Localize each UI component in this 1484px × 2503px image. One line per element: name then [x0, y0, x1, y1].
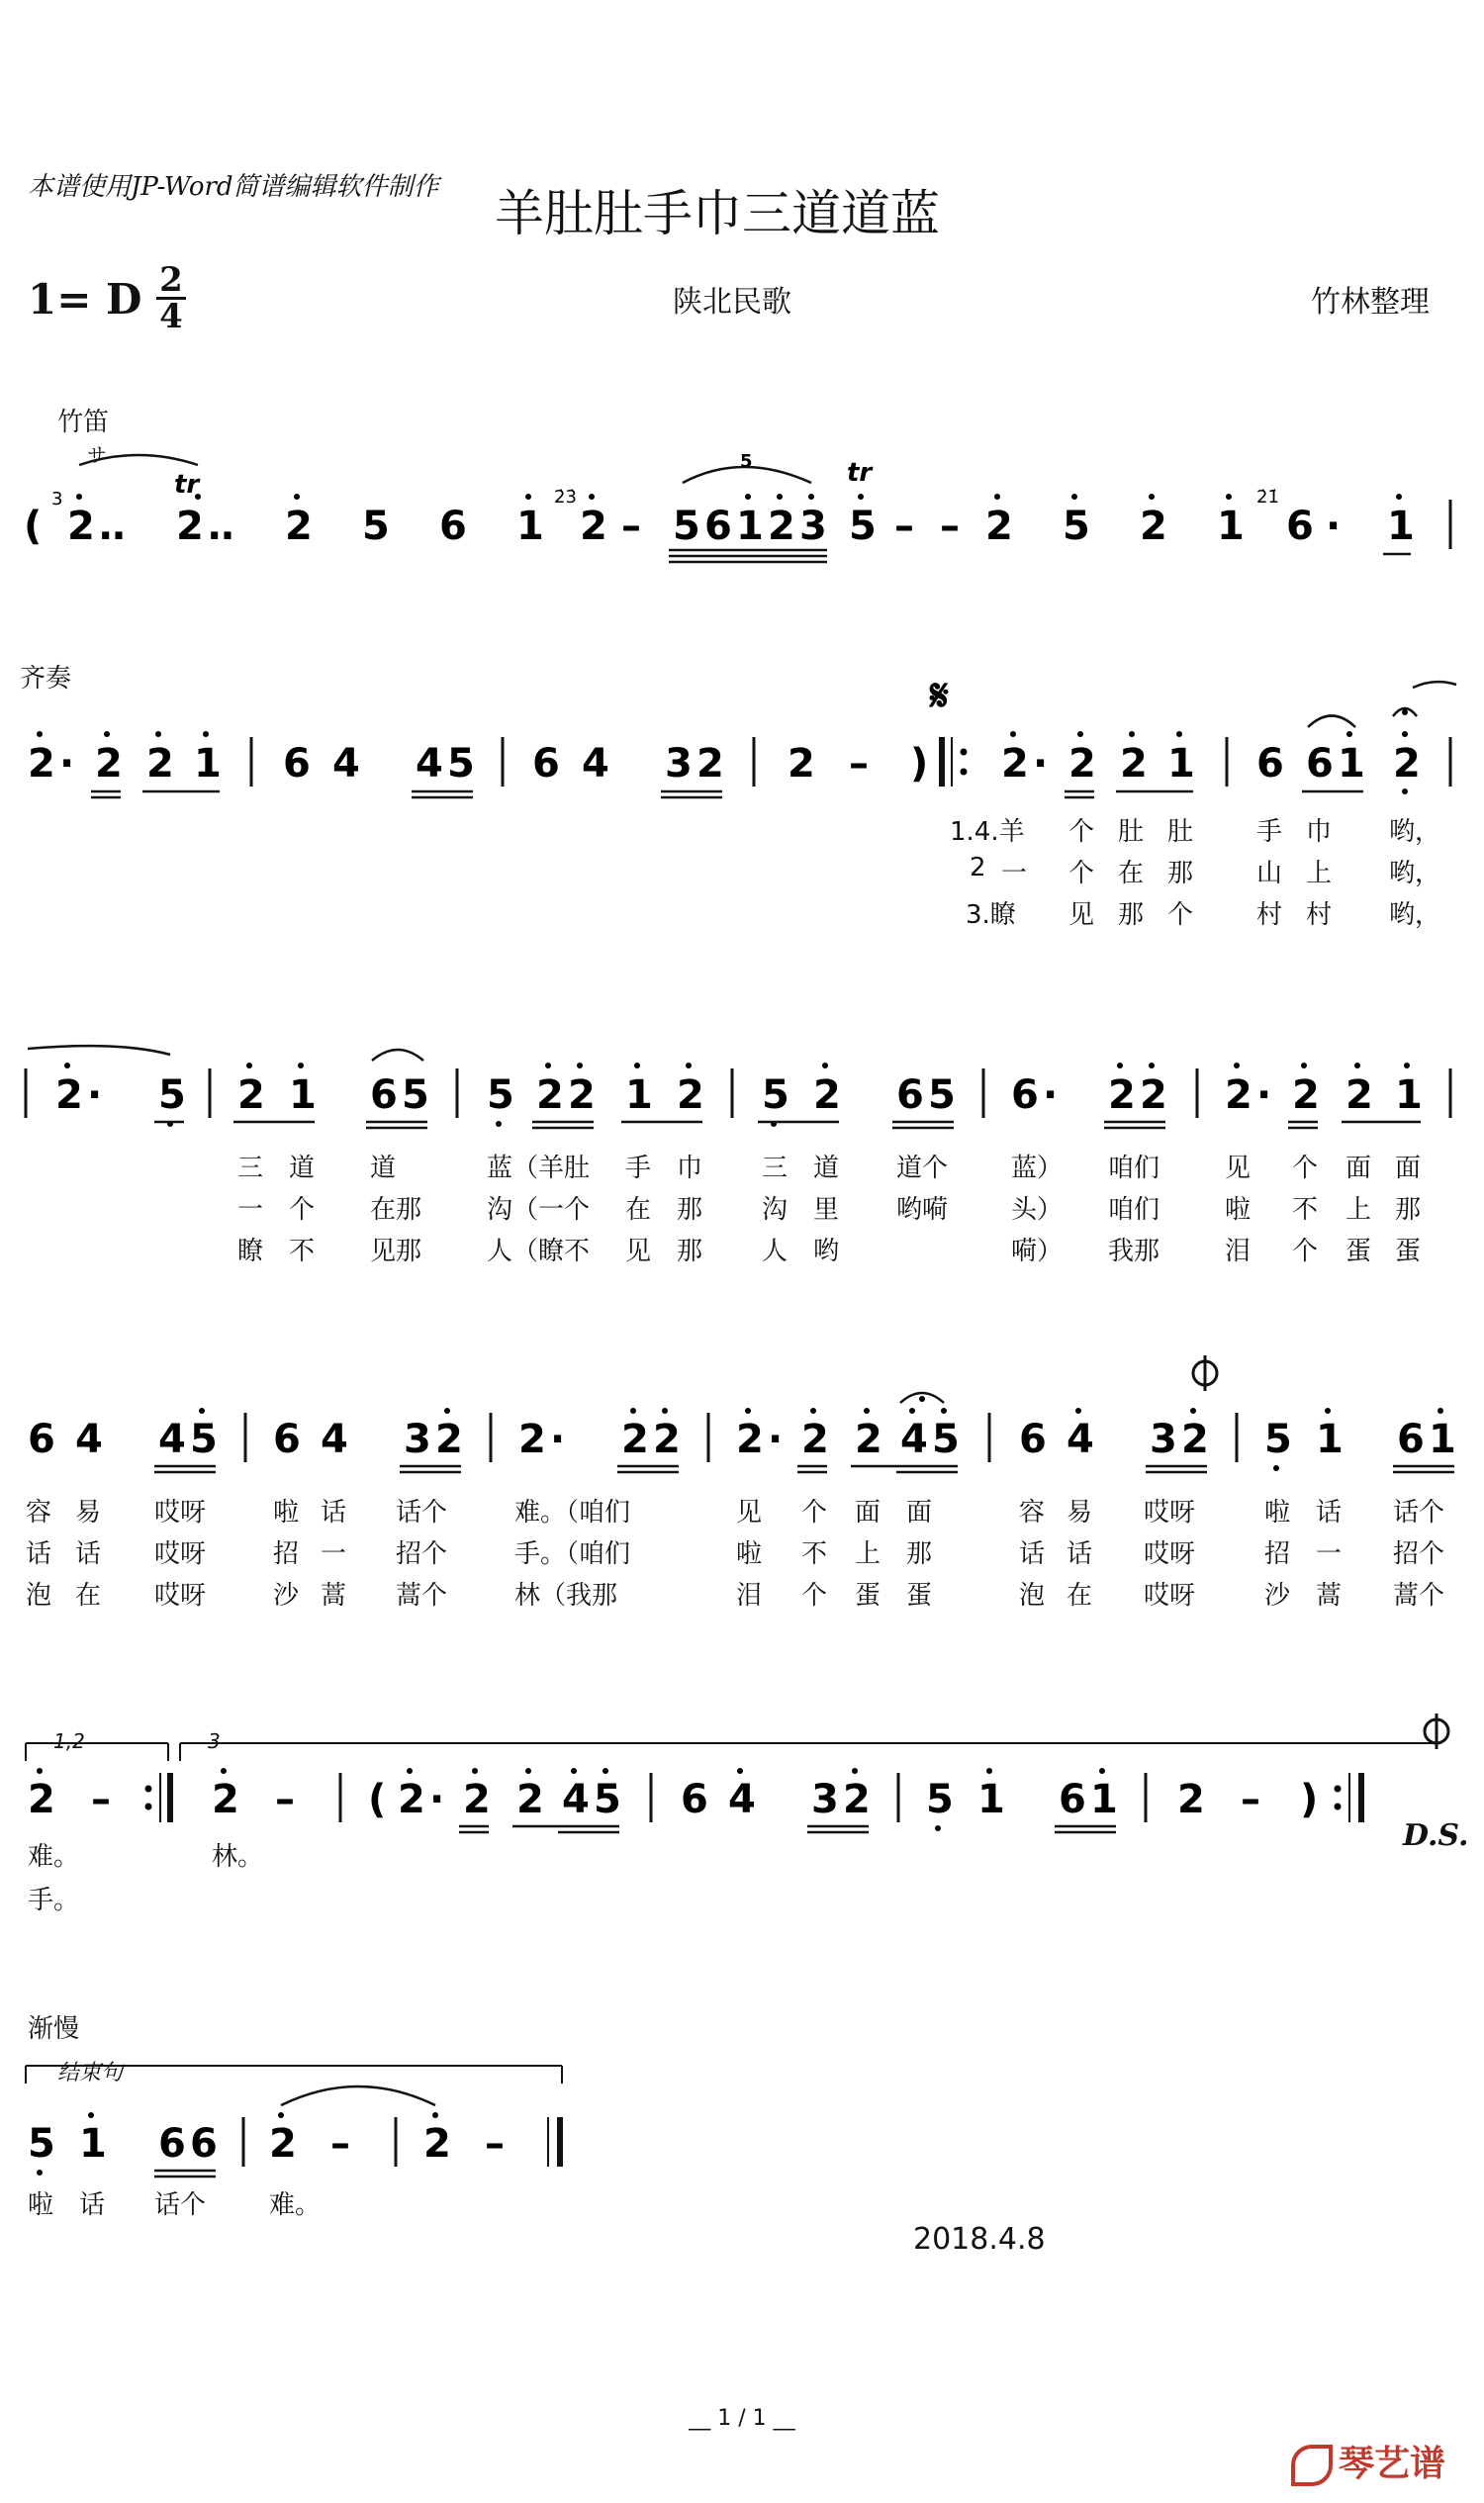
svg-text:2: 2	[1177, 1777, 1205, 1822]
lyric-r3-v2-10: 头）	[1011, 1195, 1064, 1225]
svg-text:tr: tr	[174, 470, 200, 500]
svg-text:2: 2	[801, 1417, 829, 1462]
tutti-label: 齐奏	[20, 664, 72, 694]
svg-text:2: 2	[1393, 741, 1421, 787]
lyric-r3-v3-3: 见那	[370, 1237, 422, 1266]
svg-text:6: 6	[681, 1777, 708, 1822]
svg-text:·: ·	[1326, 504, 1342, 549]
svg-text:5: 5	[926, 1777, 954, 1822]
svg-text:‥: ‥	[208, 504, 234, 549]
svg-text:2: 2	[28, 1777, 55, 1822]
svg-text:3: 3	[404, 1417, 431, 1462]
lyric-r3-v1-6: 巾	[677, 1154, 703, 1183]
svg-text:6: 6	[532, 741, 560, 787]
lyric-v3-1: 3.瞭	[966, 900, 1016, 930]
svg-text:2: 2	[28, 741, 55, 787]
svg-text:6: 6	[273, 1417, 301, 1462]
lyric-r3-v1-8: 道	[813, 1154, 840, 1183]
lyric-r4-v3-17: 蒿个	[1393, 1581, 1445, 1611]
svg-text:2: 2	[985, 504, 1013, 549]
svg-text:2: 2	[696, 741, 724, 787]
svg-text:2: 2	[1068, 741, 1096, 787]
svg-text:2: 2	[269, 2121, 297, 2167]
logo-text: 琴艺谱	[1339, 2444, 1446, 2484]
lyric-r3-v1-9: 道个	[896, 1154, 949, 1183]
lyric-r4-v1-1: 容	[26, 1498, 52, 1528]
lyric-r4-v1-15: 啦	[1264, 1498, 1291, 1528]
lyric-r3-v1-4: 蓝（羊肚	[487, 1154, 591, 1183]
svg-text:–: –	[485, 2121, 505, 2167]
svg-text:5: 5	[1264, 1417, 1292, 1462]
svg-text:·: ·	[1256, 1072, 1272, 1118]
svg-text:(: (	[24, 504, 43, 549]
instrument-label-flute: 竹笛	[57, 408, 110, 437]
svg-text:–: –	[940, 504, 960, 549]
svg-text:2: 2	[736, 1417, 764, 1462]
svg-text:2: 2	[788, 741, 815, 787]
lyric-r3-v2-14: 上	[1345, 1195, 1372, 1225]
lyric-r4-v2-2: 话	[75, 1539, 102, 1569]
svg-text:): )	[1300, 1777, 1319, 1822]
lyric-r3-v3-11: 泪	[1225, 1237, 1252, 1266]
svg-text:5: 5	[762, 1072, 789, 1118]
svg-text:1: 1	[516, 504, 544, 549]
lyric-r6-3: 话个	[154, 2190, 207, 2220]
lyric-r3-v2-3: 在那	[370, 1195, 422, 1225]
svg-text:2: 2	[285, 504, 313, 549]
svg-text:6: 6	[28, 1417, 55, 1462]
lyric-r4-v3-2: 在	[75, 1581, 102, 1611]
svg-text:–: –	[275, 1777, 295, 1822]
volta-3-label: 3	[208, 1729, 221, 1753]
svg-text:–: –	[621, 504, 641, 549]
svg-text:·: ·	[1033, 741, 1049, 787]
svg-text:2: 2	[1108, 1072, 1136, 1118]
lyric-r4-v2-12: 话	[1019, 1539, 1046, 1569]
lyric-r4-v3-12: 泡	[1019, 1581, 1046, 1611]
svg-text:5: 5	[447, 741, 475, 787]
svg-text:1: 1	[1395, 1072, 1423, 1118]
lyric-r3-v2-2: 个	[289, 1195, 316, 1225]
svg-text:): )	[910, 741, 929, 787]
lyric-r4-v3-16: 蒿	[1316, 1581, 1343, 1611]
lyric-r4-v1-7: 难。（咱们	[514, 1498, 631, 1528]
lyric-r3-v1-13: 个	[1292, 1154, 1319, 1183]
lyric-v2-8: 哟，	[1389, 859, 1441, 888]
lyric-r4-v1-4: 啦	[273, 1498, 300, 1528]
lyric-r4-v2-16: 一	[1316, 1539, 1343, 1569]
svg-text:‥: ‥	[99, 504, 126, 549]
lyric-r3-v3-4: 人（瞭不	[487, 1237, 591, 1266]
lyric-r4-v1-10: 面	[855, 1498, 881, 1528]
svg-text:1: 1	[194, 741, 222, 787]
software-note: 本谱使用JP-Word简谱编辑软件制作	[28, 172, 439, 202]
lyric-r3-v3-1: 瞭	[237, 1237, 264, 1266]
svg-text:6: 6	[1011, 1072, 1039, 1118]
score-row-6	[26, 2066, 562, 2177]
svg-text:5: 5	[928, 1072, 956, 1118]
svg-text:2: 2	[516, 1777, 544, 1822]
lyric-r3-v1-12: 见	[1225, 1154, 1252, 1183]
svg-text:5: 5	[190, 1417, 218, 1462]
svg-text:2: 2	[237, 1072, 265, 1118]
site-logo[interactable]	[1291, 2436, 1445, 2486]
lyric-v2-7: 上	[1306, 859, 1333, 888]
svg-text:4: 4	[562, 1777, 590, 1822]
svg-text:4: 4	[582, 741, 609, 787]
lyric-r6-4: 难。	[269, 2190, 322, 2220]
svg-text:2: 2	[1292, 1072, 1320, 1118]
svg-text:6: 6	[1019, 1417, 1047, 1462]
lyric-r4-v2-3: 哎呀	[154, 1539, 207, 1569]
svg-text:2: 2	[677, 1072, 704, 1118]
svg-text:2: 2	[212, 1777, 239, 1822]
lyric-r3-v1-15: 面	[1395, 1154, 1422, 1183]
svg-text:2: 2	[398, 1777, 425, 1822]
svg-text:4: 4	[900, 1417, 928, 1462]
svg-text:5: 5	[849, 504, 877, 549]
svg-text:2: 2	[518, 1417, 546, 1462]
lyric-v1-3: 肚	[1118, 817, 1145, 847]
lyric-r5-a-1: 难。	[28, 1842, 80, 1872]
svg-text:5: 5	[594, 1777, 621, 1822]
lyric-v3-3: 那	[1118, 900, 1145, 930]
lyric-v2-5: 那	[1167, 859, 1194, 888]
svg-text:1: 1	[625, 1072, 653, 1118]
svg-text:4: 4	[321, 1417, 348, 1462]
svg-text:2: 2	[1140, 504, 1167, 549]
svg-text:3: 3	[799, 504, 827, 549]
svg-text:2: 2	[1181, 1417, 1209, 1462]
song-title: 羊肚肚手巾三道道蓝	[495, 185, 940, 242]
lyric-r4-v2-10: 上	[855, 1539, 881, 1569]
svg-text:2̇3̇: 2̇3̇	[554, 487, 577, 508]
lyric-r3-v2-7: 沟	[762, 1195, 788, 1225]
lyric-r3-v3-14: 蛋	[1395, 1237, 1422, 1266]
lyric-r3-v3-10: 我那	[1108, 1237, 1160, 1266]
svg-text:·: ·	[429, 1777, 445, 1822]
lyric-r4-v2-17: 招个	[1393, 1539, 1445, 1569]
lyric-v3-4: 个	[1167, 900, 1194, 930]
lyric-r4-v2-5: 一	[321, 1539, 347, 1569]
svg-text:1: 1	[1217, 504, 1245, 549]
lyric-v1-1: 1.4.羊	[950, 817, 1025, 847]
lyric-v1-6: 巾	[1306, 817, 1333, 847]
lyric-r3-v2-5: 在	[625, 1195, 652, 1225]
lyric-v3-5: 村	[1256, 900, 1283, 930]
lyric-r4-v1-14: 哎呀	[1144, 1498, 1196, 1528]
lyric-r3-v2-1: 一	[237, 1195, 264, 1225]
svg-text:·: ·	[87, 1072, 103, 1118]
lyric-r4-v3-5: 蒿	[321, 1581, 347, 1611]
svg-text:2: 2	[1120, 741, 1148, 787]
lyric-r4-v1-12: 容	[1019, 1498, 1046, 1528]
svg-text:1: 1	[1090, 1777, 1118, 1822]
lyric-r4-v1-2: 易	[75, 1498, 102, 1528]
svg-text:5: 5	[1063, 504, 1090, 549]
lyric-r3-v2-8: 里	[813, 1195, 840, 1225]
lyric-r6-2: 话	[79, 2190, 106, 2220]
score-row-2	[28, 671, 1456, 797]
lyric-v2-2: 一	[1001, 859, 1028, 888]
lyric-r3-v3-7: 人	[762, 1237, 788, 1266]
svg-text:5: 5	[740, 451, 753, 472]
lyric-v1-2: 个	[1068, 817, 1095, 847]
svg-text:6: 6	[439, 504, 467, 549]
arranger: 竹林整理	[1311, 285, 1430, 320]
lyric-r3-v3-5: 见	[625, 1237, 652, 1266]
svg-text:6: 6	[896, 1072, 924, 1118]
lyric-r3-v3-6: 那	[677, 1237, 703, 1266]
dal-segno-mark: D.S.	[1403, 1818, 1469, 1853]
lyric-r4-v1-17: 话个	[1393, 1498, 1445, 1528]
lyric-r3-v1-2: 道	[289, 1154, 316, 1183]
lyric-v2-6: 山	[1256, 859, 1283, 888]
svg-text:𝄋: 𝄋	[930, 671, 949, 721]
lyric-r4-v1-6: 话个	[396, 1498, 448, 1528]
lyric-r3-v2-9: 哟嗬	[896, 1195, 949, 1225]
svg-text:6: 6	[1286, 504, 1314, 549]
svg-text:3: 3	[51, 489, 63, 510]
lyric-r4-v2-14: 哎呀	[1144, 1539, 1196, 1569]
lyric-r4-v1-11: 面	[906, 1498, 933, 1528]
svg-text:2: 2	[813, 1072, 841, 1118]
svg-text:2: 2	[855, 1417, 882, 1462]
lyric-r4-v3-15: 沙	[1264, 1581, 1291, 1611]
time-numerator: 2	[159, 260, 183, 300]
lyric-v1-4: 肚	[1167, 817, 1194, 847]
lyric-r4-v3-8: 泪	[736, 1581, 763, 1611]
lyric-r5-a-2: 林。	[212, 1842, 264, 1872]
score-date: 2018.4.8	[913, 2222, 1046, 2257]
lyric-r3-v1-1: 三	[237, 1154, 264, 1183]
svg-text:1: 1	[736, 504, 764, 549]
lyric-r3-v2-12: 啦	[1225, 1195, 1252, 1225]
lyric-r4-v1-9: 个	[801, 1498, 828, 1528]
lyric-r4-v2-6: 招个	[396, 1539, 448, 1569]
time-denominator: 4	[159, 297, 183, 336]
lyric-r3-v2-15: 那	[1395, 1195, 1422, 1225]
svg-text:2: 2	[1225, 1072, 1252, 1118]
svg-text:5: 5	[362, 504, 390, 549]
coda-phrase-label: 结束句	[57, 2061, 124, 2086]
lyric-v3-6: 村	[1306, 900, 1333, 930]
score-row-4	[28, 1355, 1456, 1472]
svg-text:6: 6	[1059, 1777, 1086, 1822]
lyric-r3-v1-11: 咱们	[1108, 1154, 1160, 1183]
lyric-r4-v3-3: 哎呀	[154, 1581, 207, 1611]
lyric-r4-v3-4: 沙	[273, 1581, 300, 1611]
svg-text:tr: tr	[847, 458, 873, 488]
lyric-r4-v3-11: 蛋	[906, 1581, 933, 1611]
svg-text:·: ·	[768, 1417, 784, 1462]
fermata-sa-mark: サ	[87, 443, 107, 467]
lyric-v3-2: 见	[1068, 900, 1095, 930]
lyric-r4-v2-7: 手。（咱们	[514, 1539, 631, 1569]
svg-text:–: –	[894, 504, 914, 549]
lyric-r3-v2-4: 沟（一个	[487, 1195, 591, 1225]
svg-text:1: 1	[1338, 741, 1365, 787]
score-row-1	[24, 451, 1450, 562]
svg-text:1: 1	[1429, 1417, 1456, 1462]
svg-text:1: 1	[1167, 741, 1195, 787]
svg-text:3: 3	[811, 1777, 839, 1822]
lyric-r3-v3-9: 嗬）	[1011, 1237, 1064, 1266]
svg-text:·: ·	[59, 741, 75, 787]
lyric-r4-v3-7: 林（我那	[514, 1581, 618, 1611]
lyric-r3-v2-6: 那	[677, 1195, 703, 1225]
lyric-r4-v2-15: 招	[1264, 1539, 1291, 1569]
logo-mark-icon	[1291, 2445, 1333, 2486]
lyric-r4-v1-3: 哎呀	[154, 1498, 207, 1528]
lyric-r4-v2-4: 招	[273, 1539, 300, 1569]
svg-text:6: 6	[1256, 741, 1284, 787]
svg-text:(: (	[368, 1777, 387, 1822]
score-row-5	[26, 1714, 1448, 1832]
lyric-r5-b-1: 手。	[28, 1886, 80, 1915]
key-signature: 1= D	[28, 275, 142, 324]
svg-text:·: ·	[550, 1417, 566, 1462]
svg-text:1: 1	[79, 2121, 107, 2167]
lyric-r4-v2-13: 话	[1067, 1539, 1093, 1569]
lyric-v2-4: 在	[1118, 859, 1145, 888]
svg-text:2: 2	[843, 1777, 871, 1822]
svg-text:5: 5	[158, 1072, 186, 1118]
svg-text:2: 2	[435, 1417, 463, 1462]
lyric-r6-1: 啦	[28, 2190, 54, 2220]
svg-text:1: 1	[289, 1072, 317, 1118]
ritardando-label: 渐慢	[28, 2014, 80, 2044]
svg-text:4: 4	[332, 741, 360, 787]
svg-text:3: 3	[1150, 1417, 1177, 1462]
lyric-r4-v1-8: 见	[736, 1498, 763, 1528]
lyric-r3-v1-5: 手	[625, 1154, 652, 1183]
svg-text:4: 4	[158, 1417, 186, 1462]
svg-text:2: 2	[67, 504, 95, 549]
svg-text:2: 2	[95, 741, 123, 787]
svg-text:6: 6	[370, 1072, 398, 1118]
lyric-r4-v1-13: 易	[1067, 1498, 1093, 1528]
song-origin: 陕北民歌	[673, 285, 791, 320]
svg-text:6: 6	[1306, 741, 1334, 787]
svg-text:–: –	[1241, 1777, 1260, 1822]
svg-text:2: 2	[146, 741, 174, 787]
svg-text:·: ·	[1043, 1072, 1059, 1118]
svg-text:2: 2	[1001, 741, 1029, 787]
svg-text:2: 2	[568, 1072, 596, 1118]
svg-text:3: 3	[665, 741, 693, 787]
lyric-r3-v1-14: 面	[1345, 1154, 1372, 1183]
svg-text:1: 1	[1316, 1417, 1344, 1462]
svg-text:5: 5	[402, 1072, 429, 1118]
page-number: __ 1 / 1 __	[689, 2406, 795, 2431]
svg-text:2: 2	[55, 1072, 83, 1118]
lyric-r3-v1-10: 蓝）	[1011, 1154, 1064, 1183]
lyric-v2-1: 2	[970, 853, 986, 882]
lyric-r3-v3-13: 蛋	[1345, 1237, 1372, 1266]
lyric-r4-v1-16: 话	[1316, 1498, 1343, 1528]
svg-text:4: 4	[728, 1777, 756, 1822]
svg-text:–: –	[91, 1777, 111, 1822]
lyric-r4-v3-6: 蒿个	[396, 1581, 448, 1611]
svg-text:1: 1	[1387, 504, 1415, 549]
lyric-r3-v3-2: 不	[289, 1237, 316, 1266]
svg-text:5: 5	[487, 1072, 514, 1118]
svg-text:2: 2	[653, 1417, 681, 1462]
lyric-r3-v3-12: 个	[1292, 1237, 1319, 1266]
lyric-r4-v3-13: 在	[1067, 1581, 1093, 1611]
lyric-r4-v1-5: 话	[321, 1498, 347, 1528]
svg-text:6: 6	[1397, 1417, 1425, 1462]
svg-text:4: 4	[75, 1417, 103, 1462]
svg-text:4: 4	[1067, 1417, 1094, 1462]
svg-text:2: 2	[536, 1072, 564, 1118]
volta-1-2-label: 1,2	[53, 1729, 85, 1753]
svg-text:4: 4	[416, 741, 443, 787]
svg-text:–: –	[330, 2121, 350, 2167]
svg-text:2: 2	[423, 2121, 451, 2167]
lyric-r4-v2-1: 话	[26, 1539, 52, 1569]
svg-text:–: –	[849, 741, 869, 787]
svg-text:5: 5	[932, 1417, 960, 1462]
svg-text:6: 6	[158, 2121, 186, 2167]
svg-text:2: 2	[1345, 1072, 1373, 1118]
svg-text:2: 2	[580, 504, 607, 549]
lyric-r4-v2-11: 那	[906, 1539, 933, 1569]
score-row-3	[26, 1046, 1450, 1128]
lyric-v3-7: 哟，	[1389, 900, 1441, 930]
svg-text:5: 5	[673, 504, 700, 549]
lyric-r3-v1-7: 三	[762, 1154, 788, 1183]
svg-text:2: 2	[1140, 1072, 1167, 1118]
lyric-r4-v3-9: 个	[801, 1581, 828, 1611]
svg-text:1: 1	[977, 1777, 1005, 1822]
svg-text:6: 6	[704, 504, 732, 549]
lyric-r3-v2-13: 不	[1292, 1195, 1319, 1225]
svg-text:2: 2	[463, 1777, 491, 1822]
lyric-r4-v3-14: 哎呀	[1144, 1581, 1196, 1611]
svg-text:6: 6	[283, 741, 311, 787]
lyric-v2-3: 个	[1068, 859, 1095, 888]
svg-text:2̇1̇: 2̇1̇	[1256, 487, 1279, 508]
lyric-r4-v3-10: 蛋	[855, 1581, 881, 1611]
svg-text:2: 2	[176, 504, 204, 549]
lyric-v1-5: 手	[1256, 817, 1283, 847]
lyric-r3-v1-3: 道	[370, 1154, 397, 1183]
lyric-v1-7: 哟，	[1389, 817, 1441, 847]
lyric-r3-v2-11: 咱们	[1108, 1195, 1160, 1225]
lyric-r4-v3-1: 泡	[26, 1581, 52, 1611]
lyric-r4-v2-8: 啦	[736, 1539, 763, 1569]
svg-text:6: 6	[190, 2121, 218, 2167]
lyric-r3-v3-8: 哟	[813, 1237, 840, 1266]
svg-text:5: 5	[28, 2121, 55, 2167]
lyric-r4-v2-9: 不	[801, 1539, 828, 1569]
svg-text:2: 2	[768, 504, 795, 549]
svg-text:2: 2	[621, 1417, 649, 1462]
